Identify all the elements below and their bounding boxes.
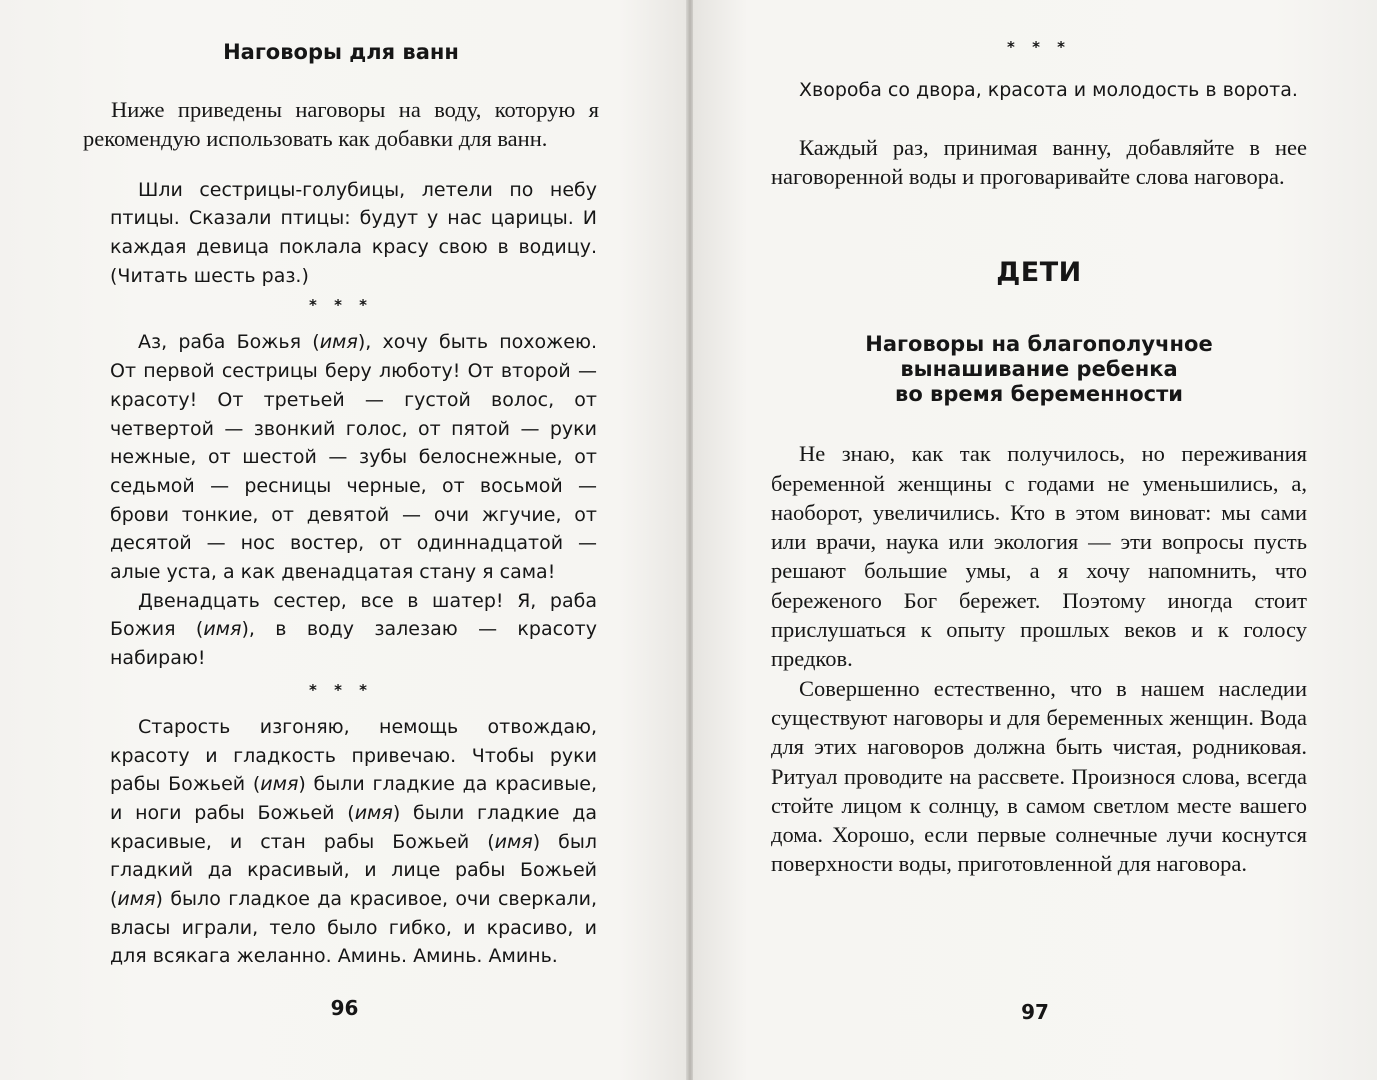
spell-2-paragraph-1: Аз, раба Божья (имя), хочу быть похожею. От первой сестрицы беру люботу! От второй — красоту! От третьей — густой волос, от четвертой — звонкий голос, от пятой — руки нежные, от шестой — зубы белоснежные, от седьмой — ресницы черные, от восьмой — брови тонкие, от девятой — очи жгучие, от десятой — нос востер, от одиннадцатой — алые уста, а как двенадцатая стану я сама! xyxy=(110,331,598,584)
right-page xyxy=(693,0,1377,1080)
page-number-left: 96 xyxy=(330,996,359,1020)
spell-end-block xyxy=(771,76,1307,105)
instruction-block xyxy=(771,133,1307,192)
separator-stars-2: * * * xyxy=(309,680,373,699)
page-number-right: 97 xyxy=(1021,1000,1049,1024)
body-text-block xyxy=(771,439,1307,878)
section-heading-baths: Наговоры для ванн xyxy=(223,40,459,64)
section-heading-line-2: вынашивание ребенка xyxy=(900,357,1178,382)
spell-2-paragraph-2: Двенадцать сестер, все в шатер! Я, раба Божия (имя), в воду залезаю — красоту набираю! xyxy=(110,589,597,670)
spell-1-text: Шли сестрицы-голубицы, летели по небу птицы. Сказали птицы: будут у нас царицы. И каждая девица поклала красу свою в водицу. (Читать шесть раз.) xyxy=(110,178,597,287)
chapter-title: ДЕТИ xyxy=(996,257,1082,289)
spell-block-2 xyxy=(83,328,599,672)
spell-block-1 xyxy=(83,176,599,291)
section-heading-line-3: во время беременности xyxy=(895,382,1183,407)
intro-paragraph: Ниже приведены наговоры на воду, которую я рекомендую использовать как добавки для ванн. xyxy=(83,97,599,152)
body-paragraph-2: Совершенно естественно, что в нашем наследии существуют наговоры и для беременных женщин. Вода для этих наговоров должна быть чистая, родниковая. Ритуал проводите на рассвете. Произнося слова, всегда стойте лицом к солнцу, в самом светлом месте вашего дома. Хорошо, если первые солнечные лучи коснутся поверхности воды, приготовленной для наговора. xyxy=(771,675,1307,877)
spell-end-text: Хвороба со двора, красота и молодость в ворота. xyxy=(799,79,1298,101)
section-heading-line-1: Наговоры на благополучное xyxy=(865,332,1213,357)
instruction-text: Каждый раз, принимая ванну, добавляйте в нее наговоренной воды и проговаривайте слова наговора. xyxy=(771,134,1307,189)
separator-stars-1: * * * xyxy=(309,296,373,315)
intro-text xyxy=(83,95,599,154)
section-heading-pregnancy xyxy=(771,332,1307,407)
separator-stars-right: * * * xyxy=(1007,38,1071,56)
spell-block-3 xyxy=(83,713,599,971)
spell-3-text: Старость изгоняю, немощь отвождаю, красоту и гладкость привечаю. Чтобы руки рабы Божьей (имя) были гладкие да красивые, и ноги рабы Божьей (имя) были гладкие да красивые, и стан рабы Божьей (имя) был гладкий да красивый, и лице рабы Божьей (имя) было гладкое да красивое, очи сверкали, власы играли, тело было гибко, и красиво, и для всякага желанно. Аминь. Аминь. Аминь. xyxy=(110,715,597,968)
body-paragraph-1: Не знаю, как так получилось, но переживания беременной женщины с годами не уменьшились, а, наоборот, увеличились. Кто в этом виноват: мы сами или врачи, наука или экология — эти вопросы пусть решают большие умы, а я хочу напомнить, что береженого Бог бережет. Поэтому иногда стоит прислушаться к опыту прошлых веков и к голосу предков. xyxy=(771,441,1307,672)
